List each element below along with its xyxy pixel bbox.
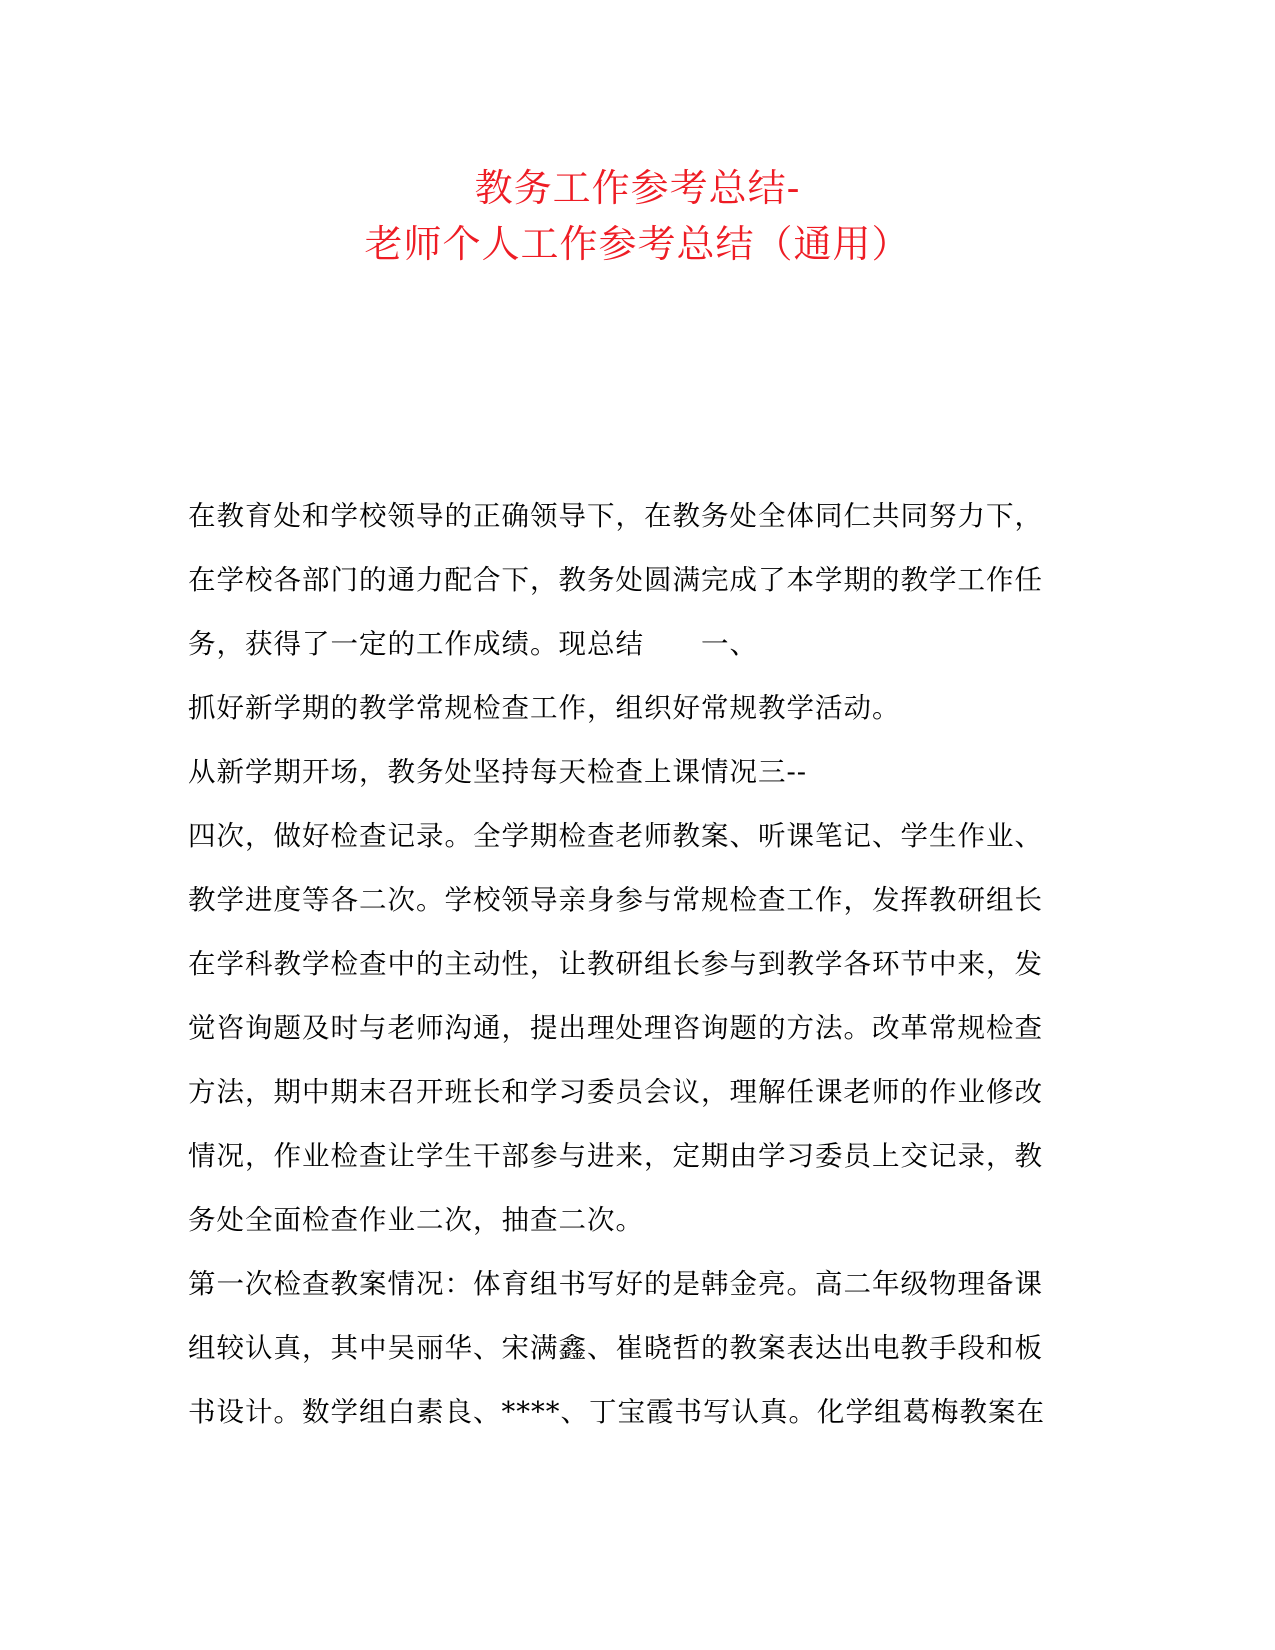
body-line: 四次，做好检查记录。全学期检查老师教案、听课笔记、学生作业、 bbox=[188, 820, 1043, 852]
body-line: 抓好新学期的教学常规检查工作，组织好常规教学活动。 bbox=[188, 692, 901, 724]
body-line: 在教育处和学校领导的正确领导下，在教务处全体同仁共同努力下， bbox=[188, 500, 1043, 532]
document-title bbox=[0, 160, 1275, 272]
title-line-2: 老师个人工作参考总结（通用） bbox=[364, 222, 911, 266]
body-line: 情况，作业检查让学生干部参与进来，定期由学习委员上交记录，教 bbox=[188, 1140, 1043, 1172]
body-line: 在学科教学检查中的主动性，让教研组长参与到教学各环节中来，发 bbox=[188, 948, 1043, 980]
body-line: 教学进度等各二次。学校领导亲身参与常规检查工作，发挥教研组长 bbox=[188, 884, 1043, 916]
body-line: 在学校各部门的通力配合下，教务处圆满完成了本学期的教学工作任 bbox=[188, 564, 1043, 596]
title-line-1: 教务工作参考总结- bbox=[474, 166, 801, 210]
body-line: 方法，期中期末召开班长和学习委员会议，理解任课老师的作业修改 bbox=[188, 1076, 1043, 1108]
body-line: 务处全面检查作业二次，抽查二次。 bbox=[188, 1204, 644, 1236]
body-line: 从新学期开场，教务处坚持每天检查上课情况三-- bbox=[188, 756, 808, 788]
document-body bbox=[188, 484, 1068, 1444]
body-line: 觉咨询题及时与老师沟通，提出理处理咨询题的方法。改革常规检查 bbox=[188, 1012, 1043, 1044]
body-line: 第一次检查教案情况：体育组书写好的是韩金亮。高二年级物理备课 bbox=[188, 1268, 1043, 1300]
body-line: 组较认真，其中吴丽华、宋满鑫、崔晓哲的教案表达出电教手段和板 bbox=[188, 1332, 1043, 1364]
body-line: 书设计。数学组白素良、****、丁宝霞书写认真。化学组葛梅教案在 bbox=[188, 1396, 1045, 1428]
body-line: 务，获得了一定的工作成绩。现总结 一、 bbox=[188, 628, 758, 660]
